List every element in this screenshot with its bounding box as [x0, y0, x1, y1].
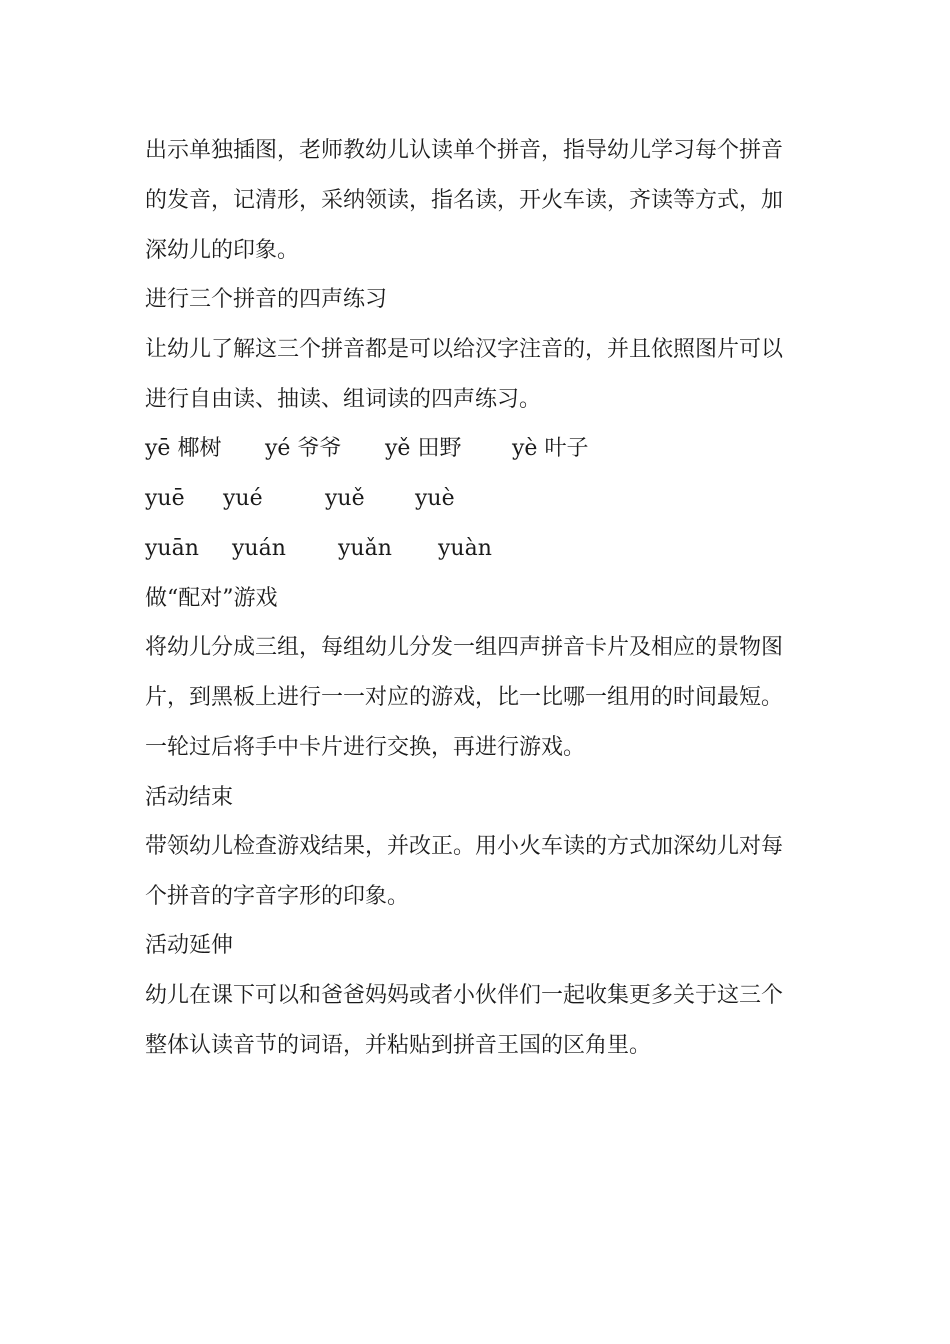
pinyin-cell: yuě: [325, 486, 365, 511]
pinyin-cell: yè 叶子: [512, 436, 589, 461]
paragraph-line: 带领幼儿检查游戏结果，并改正。用小火车读的方式加深幼儿对每: [145, 834, 784, 859]
paragraph-line: 片，到黑板上进行一一对应的游戏，比一比哪一组用的时间最短。: [145, 685, 784, 710]
paragraph-line: 幼儿在课下可以和爸爸妈妈或者小伙伴们一起收集更多关于这三个: [145, 983, 784, 1008]
pinyin-cell: yē 椰树: [145, 436, 222, 461]
section-heading: 活动延伸: [145, 933, 234, 958]
paragraph-line: 的发音，记清形，采纳领读，指名读，开火车读，齐读等方式，加: [145, 188, 784, 213]
pinyin-cell: yuǎn: [338, 536, 392, 561]
paragraph-line: 进行自由读、抽读、组词读的四声练习。: [145, 387, 542, 412]
pinyin-cell: yuē: [145, 486, 185, 511]
pinyin-cell: yuàn: [438, 536, 492, 561]
pinyin-cell: yě 田野: [385, 436, 462, 461]
section-heading: 活动结束: [145, 785, 234, 810]
paragraph-line: 一轮过后将手中卡片进行交换，再进行游戏。: [145, 735, 586, 760]
pinyin-cell: yuè: [415, 486, 455, 511]
section-heading: 做“配对”游戏: [145, 586, 278, 611]
paragraph-line: 个拼音的字音字形的印象。: [145, 884, 410, 909]
paragraph-line: 出示单独插图，老师教幼儿认读单个拼音，指导幼儿学习每个拼音: [145, 138, 784, 163]
paragraph-line: 深幼儿的印象。: [145, 238, 300, 263]
pinyin-cell: yuān: [145, 536, 199, 561]
pinyin-cell: yué: [223, 486, 263, 511]
paragraph-line: 整体认读音节的词语，并粘贴到拼音王国的区角里。: [145, 1033, 652, 1058]
section-heading: 进行三个拼音的四声练习: [145, 287, 388, 312]
pinyin-cell: yuán: [232, 536, 286, 561]
pinyin-cell: yé 爷爷: [265, 436, 342, 461]
paragraph-line: 让幼儿了解这三个拼音都是可以给汉字注音的，并且依照图片可以: [145, 337, 784, 362]
paragraph-line: 将幼儿分成三组，每组幼儿分发一组四声拼音卡片及相应的景物图: [145, 635, 784, 660]
